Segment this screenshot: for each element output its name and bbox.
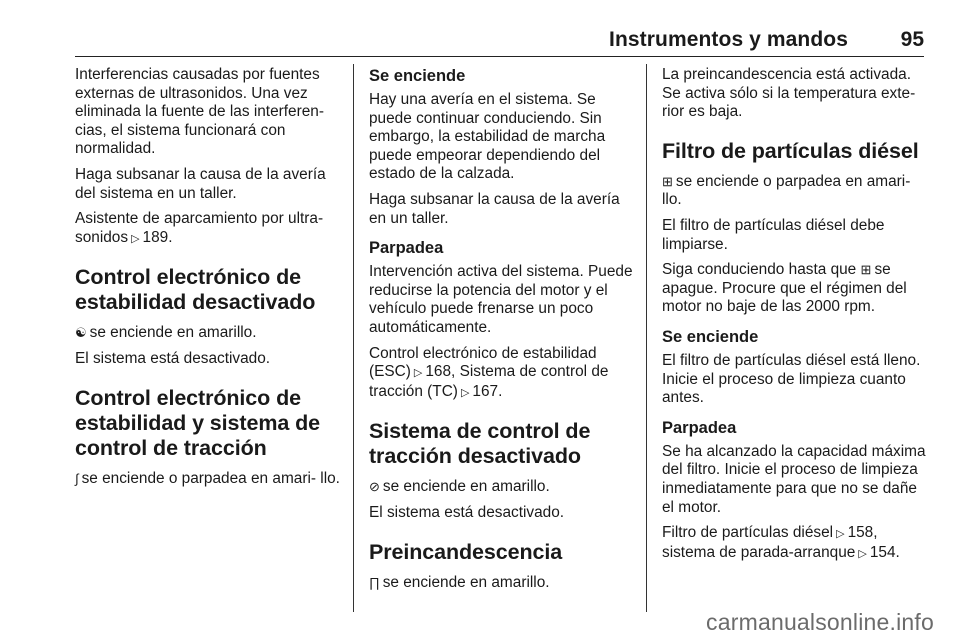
tc-off-icon: ⊘ <box>369 479 380 495</box>
reference-arrow-icon: ▷ <box>131 232 140 245</box>
paragraph: Intervención activa del sistema. Puede reducirse la potencia del motor y el vehículo puede frenarse un poco automáticamente. <box>369 263 633 336</box>
subheading-parpadea: Parpadea <box>662 418 737 437</box>
paragraph: ☯ se enciende en amarillo. <box>75 324 257 342</box>
paragraph: Siga conduciendo hasta que ⊞ se apague. Procure que el régimen del motor no baje de las 2000 rpm. <box>662 261 907 316</box>
paragraph: La preincandescencia está activada. Se activa sólo si la temperatura exte- rior es baja. <box>662 66 916 121</box>
subheading-parpadea: Parpadea <box>369 239 444 258</box>
watermark: carmanualsonline.info <box>706 609 934 635</box>
reference-arrow-icon: ▷ <box>858 547 867 560</box>
reference-arrow-icon: ▷ <box>413 367 423 380</box>
section-heading-preheat: Preincandescencia <box>369 539 563 564</box>
paragraph: Se ha alcanzado la capacidad máxima del filtro. Inicie el proceso de limpieza inmediatamente para que no se dañe el motor. <box>662 442 926 516</box>
section-heading-esc-tc: Control electrónico de estabilidad y sistema de control de tracción <box>75 385 320 460</box>
paragraph: ⊘ se enciende en amarillo. <box>369 478 550 496</box>
section-heading-tc-off: Sistema de control de tracción desactivado <box>369 419 591 469</box>
esc-icon: ∫ <box>75 470 79 486</box>
column-divider <box>353 64 354 612</box>
section-heading-esc-off: Control electrónico de estabilidad desactivado <box>75 265 316 315</box>
paragraph: El sistema está desactivado. <box>75 349 271 367</box>
column-divider <box>646 64 647 612</box>
paragraph: Hay una avería en el sistema. Se puede continuar conduciendo. Sin embargo, la estabilidad de marcha puede empeorar dependiendo del estado de la calzada. <box>369 91 606 183</box>
reference-arrow-icon: ▷ <box>836 528 845 541</box>
paragraph: Haga subsanar la causa de la avería del sistema en un taller. <box>75 165 326 202</box>
preheat-coil-icon: ∏ <box>369 574 380 590</box>
dpf-icon: ⊞ <box>860 262 872 278</box>
column-1 <box>75 66 345 495</box>
subheading-se-enciende: Se enciende <box>662 327 759 346</box>
paragraph: Filtro de partículas diésel ▷ 158, sistema de parada-arranque ▷ 154. <box>662 524 932 563</box>
paragraph: Asistente de aparcamiento por ultra- sonidos ▷ 189. <box>75 210 345 248</box>
paragraph: El filtro de partículas diésel debe limpiarse. <box>662 216 885 253</box>
paragraph: Control electrónico de estabilidad (ESC) ▷ 168, Sistema de control de tracción (TC) ▷ 167. <box>369 345 639 403</box>
paragraph: El filtro de partículas diésel está lleno. Inicie el proceso de limpieza cuanto antes. <box>662 351 921 407</box>
section-heading-dpf: Filtro de partículas diésel <box>662 138 919 163</box>
paragraph: El sistema está desactivado. <box>369 503 565 521</box>
page-header <box>75 20 924 57</box>
paragraph: Haga subsanar la causa de la avería en un taller. <box>369 190 620 227</box>
esc-off-icon: ☯ <box>75 325 87 341</box>
page-number: 95 <box>900 28 924 51</box>
page-title: Instrumentos y mandos <box>609 28 848 51</box>
paragraph: ⊞ se enciende o parpadea en amari- llo. <box>662 172 911 209</box>
column-2 <box>369 66 639 599</box>
paragraph: ∏ se enciende en amarillo. <box>369 573 550 591</box>
dpf-icon: ⊞ <box>662 173 673 189</box>
paragraph: ∫ se enciende o parpadea en amari- llo. <box>75 469 340 487</box>
paragraph: Interferencias causadas por fuentes externas de ultrasonidos. Una vez eliminada la fuente de las interferen- cias, el sistema funcionará con normalidad. <box>75 66 324 158</box>
page-reference: 189. <box>142 228 173 246</box>
column-3 <box>662 66 932 570</box>
subheading-se-enciende: Se enciende <box>369 67 466 85</box>
reference-arrow-icon: ▷ <box>460 386 470 399</box>
